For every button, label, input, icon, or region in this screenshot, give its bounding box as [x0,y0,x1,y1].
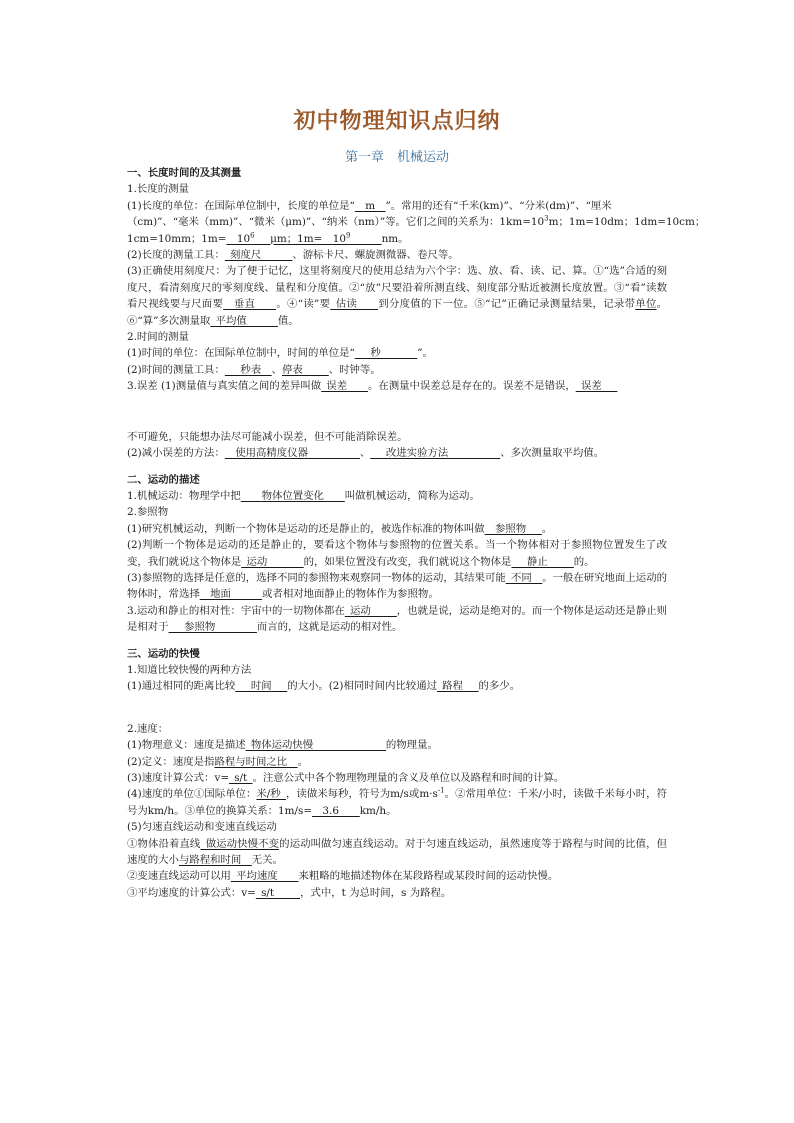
paragraph-time-tools: (2)时间的测量工具：___秒表__、停表_____、时钟等。 [127,363,381,376]
paragraph-error-definition: 3.误差 (1)测量值与真实值之间的差异叫做_误差____。在测量中误差总是存在的。误差不是错误，_误差___ [127,380,618,393]
paragraph-time-unit: (1)时间的单位：在国际单位制中，时间的单位是“___秒_______”。 [127,347,433,360]
paragraph-length-conversion: 1cm=10mm；$1m=\_\_10^6\_\_\_\mu m$；$1m=\_\_10^9\_\_\_\_\_\_nm$。 [127,231,409,245]
paragraph-reference-choice: (3)参照物的选择是任意的，选择不同的参照物来观察同一物体的运动，其结果可能_不同__。一般在研究地面上运动的物体时，常选择__地面______或者相对地面静止的物体作为参照物。 [127,571,668,601]
paragraph-uniform-motion: ①物体沿着直线_做运动快慢不变的运动叫做匀速直线运动。对于匀速直线运动，虽然速度等于路程与时间的比值，但速度的大小与路程和时间__无关。 [127,837,667,867]
section-heading-motion-description: 二、运动的描述 [127,473,200,486]
subheading-reference: 2.参照物 [127,506,169,519]
paragraph-length-unit: (1)长度的单位：在国际单位制中，长度的单位是“__m__”。常用的还有“千米(km)”、“分米(dm)”、“厘米 [127,199,612,212]
paragraph-error-reduce: (2)减小误差的方法：__使用高精度仪器__________、___改进实验方法__________、多次测量取平均值。 [127,447,605,460]
paragraph-speed-meaning: (1)物理意义：速度是描述_物体运动快慢______________的物理量。 [127,739,438,752]
paragraph-reference-definition: (1)研究机械运动，判断一个物体是运动的还是静止的，被选作标准的物体叫做__参照物___。 [127,522,553,535]
document-title: 初中物理知识点归纳 [293,108,501,134]
paragraph-speed-units: (4)速度的单位①国际单位：米/秒_，读做米每秒，符号为m/s或$m\cdot s^{-1}$。②常用单位：千米/小时，读做千米每小时，符号为km/h。③单位的换算关系：1m/s=__3.6____km/h。 [127,786,667,817]
subheading-uniform-variable: (5)匀速直线运动和变速直线运动 [127,821,277,834]
paragraph-variable-motion: ②变速直线运动可以用_平均速度____来粗略的地描述物体在某段路程或某段时间的运动快慢。 [127,870,559,883]
paragraph-ruler-usage: (3)正确使用刻度尺：为了便于记忆，这里将刻度尺的使用总结为六个字：选、放、看、读、记、算。①“选”合适的刻度尺，看清刻度尺的零刻度线、量程和分度值。②“放”尺要沿着所测直线、刻度部分贴近被测长度放置。③“看”读数看尺视线要与尺面要__垂直____。④“读”要_估读____到分度值的下一位。⑤“记”正确记录测量结果，记录带单位。⑥“算”多次测量取_平均值______值。 [127,265,668,327]
section-heading-length-time: 一、长度时间的及其测量 [127,167,242,179]
chapter-title: 第一章 机械运动 [344,150,449,165]
document-body [127,165,706,901]
subheading-time: 2.时间的测量 [127,331,189,344]
paragraph-mechanical-motion: 1.机械运动：物理学中把____物体位置变化____叫做机械运动，简称为运动。 [127,489,480,502]
subheading-compare-methods: 1.知道比较快慢的两种方法 [127,663,252,676]
paragraph-average-speed: ③平均速度的计算公式：v=_s/t_____，式中，t 为总时间，s 为路程。 [127,886,452,899]
paragraph-relativity: 3.运动和静止的相对性：宇宙中的一切物体都在_运动_____，也就是说，运动是绝对的。而一个物体是运动还是静止则是相对于___参照物________而言的，这就是运动的相对性。 [127,604,668,634]
paragraph-compare-methods: (1)通过相同的距离比较___时间___的大小。(2)相同时间内比较通过_路程___的多少。 [127,680,521,693]
paragraph-speed-definition: (2)定义：速度是指路程与时间之比__。 [127,755,308,768]
paragraph-speed-formula: (3)速度计算公式：v=_s/t_。注意公式中各个物理物理量的含义及单位以及路程和时间的计算。 [127,772,565,784]
subheading-speed: 2.速度： [127,722,169,735]
section-heading-speed: 三、运动的快慢 [127,647,200,660]
paragraph-error-unavoidable: 不可避免，只能想办法尽可能减小误差，但不可能消除误差。 [127,430,408,443]
subheading-length: 1.长度的测量 [127,183,189,196]
paragraph-reference-judge: (2)判断一个物体是运动的还是静止的，要看这个物体与参照物的位置关系。当一个物体相对于参照物位置发生了改变，我们就说这个物体是_运动_______的，如果位置没有改变，我们就说这个物体是___静止_____的。 [127,539,667,568]
paragraph-length-tools: (2)长度的测量工具：_刻度尺______、游标卡尺、螺旋测微器、卷尺等。 [127,249,459,262]
paragraph-length-unit-cont: （cm)”、“毫米（mm)”、“微米（μm)”、“纳米（nm）”等。它们之间的关系为：$1km=10^3m$；1m=10dm；1dm=10cm； [127,214,706,229]
